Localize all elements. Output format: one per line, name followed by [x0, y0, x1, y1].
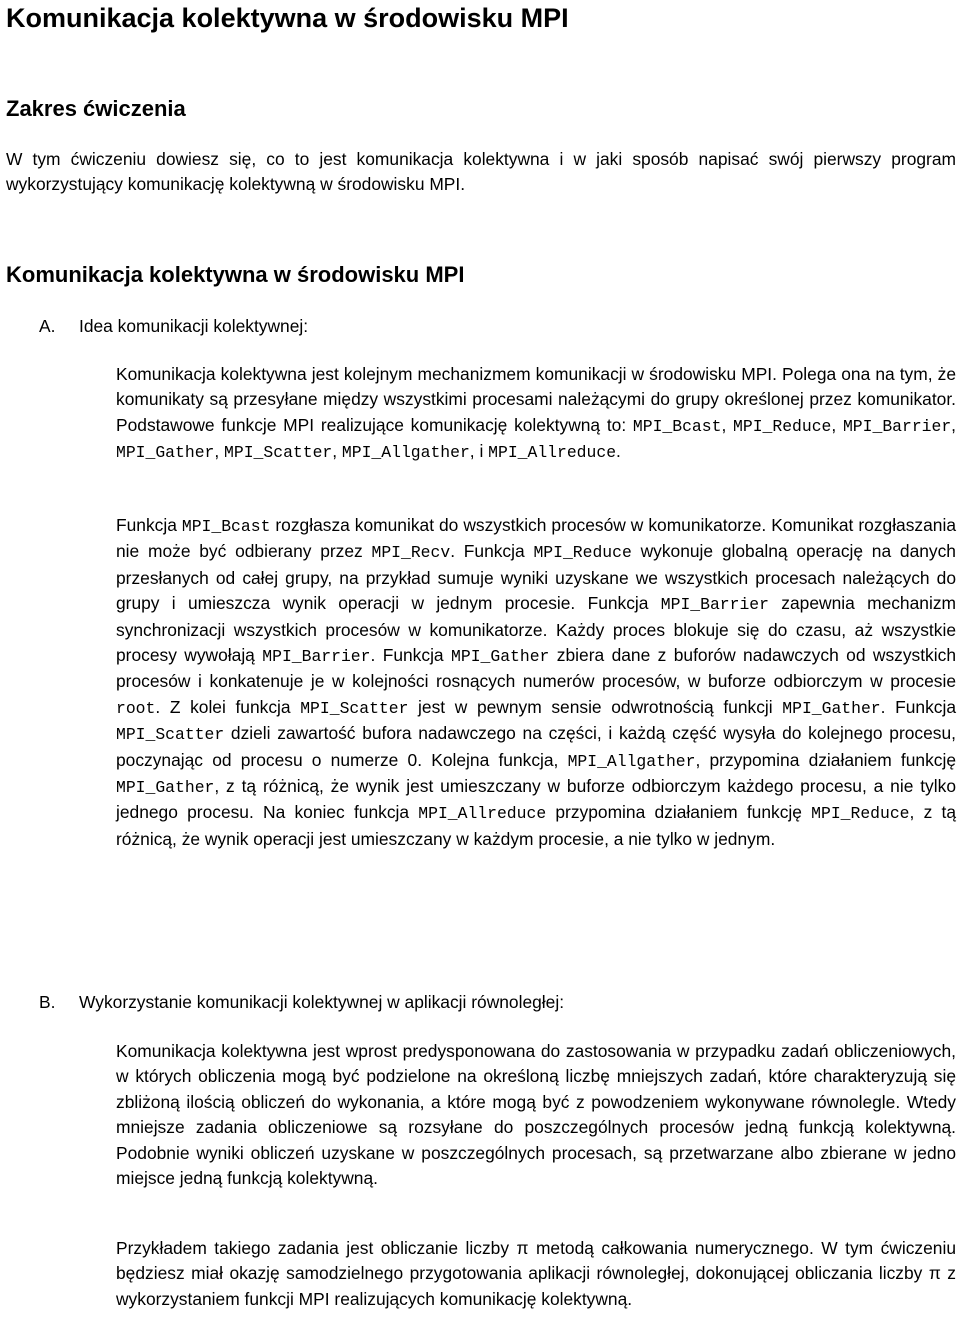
code-identifier: MPI_Gather	[116, 778, 215, 798]
text-run: Przykładem takiego zadania jest obliczanie liczby π metodą całkowania numerycznego. W tym ćwiczeniu będziesz miał okazję samodzielnego przygotowania aplikacji równoległej, dokonującej obliczania liczby π z wykorzystaniem funkcji MPI realizujących komunikację kolektywną.	[116, 1238, 956, 1309]
text-run: zbiera dane z buforów nadawczych od wszystkich procesów i konkatenuje je w kolejności rosnących numerów procesów, w buforze odbiorczym w procesie	[116, 645, 956, 692]
text-run: . Funkcja	[880, 696, 956, 717]
text-run: ,	[721, 414, 734, 435]
text-run: rozgłasza komunikat do wszystkich procesów w komunikatorze. Komunikat rozgłaszania nie może być odbierany przez	[116, 515, 956, 562]
text-run: .	[616, 441, 621, 462]
text-run: , przypomina działaniem funkcję	[695, 749, 956, 770]
text-run: . Funkcja	[370, 645, 452, 666]
code-identifier: MPI_Scatter	[224, 443, 333, 463]
text-run: przypomina działaniem funkcję	[546, 802, 812, 823]
code-identifier: MPI_Recv	[371, 543, 451, 563]
item-a-paragraph-2	[116, 513, 956, 852]
text-run: Funkcja	[116, 515, 182, 535]
item-b-paragraph-1	[116, 1039, 956, 1191]
code-identifier: root	[116, 698, 156, 718]
item-b-label: B.	[39, 992, 56, 1012]
code-identifier: MPI_Allgather	[567, 751, 696, 771]
code-identifier: MPI_Allreduce	[418, 804, 547, 824]
code-identifier: MPI_Barrier	[262, 647, 371, 667]
item-b-title: Wykorzystanie komunikacji kolektywnej w aplikacji równoległej:	[79, 992, 565, 1012]
text-run: ,	[332, 441, 342, 462]
code-identifier: MPI_Gather	[782, 698, 881, 718]
text-run: ,	[831, 414, 843, 435]
text-run: . Funkcja	[450, 541, 534, 562]
section-heading: Komunikacja kolektywna w środowisku MPI	[6, 262, 465, 287]
item-a-label: A.	[39, 316, 56, 336]
code-identifier: MPI_Gather	[451, 647, 550, 667]
code-identifier: MPI_Scatter	[300, 698, 409, 718]
item-b-paragraph-2	[116, 1236, 956, 1312]
code-identifier: MPI_Allreduce	[488, 443, 617, 463]
document-title: Komunikacja kolektywna w środowisku MPI	[6, 3, 569, 33]
code-identifier: MPI_Bcast	[181, 517, 271, 536]
code-identifier: MPI_Gather	[116, 443, 215, 463]
text-run: , z tą różnicą, że wynik jest umieszczany w buforze odbiorczym każdego procesu, a nie tylko jednego procesu. Na koniec funkcja	[116, 776, 956, 823]
code-identifier: MPI_Reduce	[533, 543, 632, 563]
text-run: ,	[951, 414, 957, 435]
text-run: , z tą różnicą, że wynik operacji jest umieszczany w każdym procesie, a nie tylko w jednym.	[116, 802, 956, 849]
text-run: , i	[469, 441, 489, 462]
code-identifier: MPI_Scatter	[116, 725, 225, 745]
text-run: Komunikacja kolektywna jest kolejnym mechanizmem komunikacji w środowisku MPI. Polega ona na tym, że komunikaty są przesyłane między wszystkimi procesami należącymi do grupy określonej przez komunikator. Podstawowe funkcje MPI realizujące komunikację kolektywną to:	[116, 364, 956, 435]
text-run: Komunikacja kolektywna jest wprost predysponowana do zastosowania w przypadku zadań obliczeniowych, w których obliczenia mogą być podzielone na określoną liczbę mniejszych zadań, które charakteryzują się zbliżoną ilością obliczeń do wykonania, a które mogą być z powodzeniem wykonywane równolegle. Wtedy mniejsze zadania obliczeniowe są rozsyłane do poszczególnych procesów jedną funkcją kolektywną. Podobnie wyniki obliczeń uzyskane w poszczególnych procesach, są przetwarzane albo zbierane w jedno miejsce jedną funkcją kolektywną.	[116, 1041, 956, 1189]
scope-paragraph: W tym ćwiczeniu dowiesz się, co to jest komunikacja kolektywna i w jaki sposób napisać swój pierwszy program wykorzystujący komunikację kolektywną w środowisku MPI.	[6, 149, 956, 195]
scope-heading: Zakres ćwiczenia	[6, 96, 186, 121]
code-identifier: MPI_Barrier	[842, 416, 952, 436]
code-identifier: MPI_Barrier	[660, 595, 769, 615]
item-a-title: Idea komunikacji kolektywnej:	[79, 316, 309, 336]
code-identifier: MPI_Bcast	[632, 416, 722, 436]
item-b-heading	[39, 990, 564, 1015]
text-run: jest w pewnym sensie odwrotnością funkcji	[408, 696, 783, 717]
text-run: wykonuje globalną operację na danych przesłanych od całej grupy, na przykład sumuje wyniki uzyskane we wszystkich procesach należących do grupy i umieszcza wynik operacji w jednym procesie. Funkcja	[116, 541, 956, 614]
code-identifier: MPI_Reduce	[733, 416, 832, 436]
item-a-heading	[39, 314, 308, 339]
text-run: . Z kolei funkcja	[155, 696, 301, 717]
code-identifier: MPI_Allgather	[341, 443, 470, 463]
code-identifier: MPI_Reduce	[811, 804, 910, 824]
text-run: ,	[214, 441, 225, 462]
item-a-paragraph-1	[116, 362, 956, 466]
text-run: zapewnia mechanizm synchronizacji wszystkich procesów w komunikatorze. Każdy proces blokuje się do czasu, aż wszystkie procesy wywołają	[116, 593, 956, 666]
text-run: dzieli zawartość bufora nadawczego na części, i każdą część wysyła do kolejnego procesu, poczynając od procesu o numerze 0. Kolejna funkcja,	[116, 723, 956, 770]
